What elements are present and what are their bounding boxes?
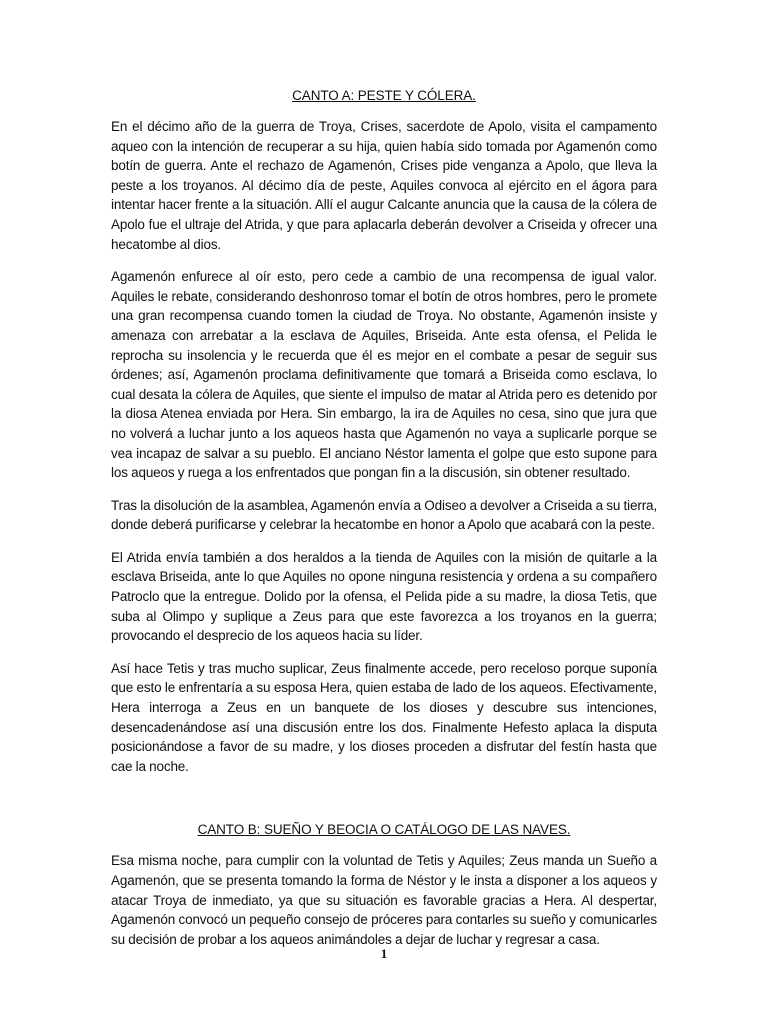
- canto-a-paragraph-2: Agamenón enfurece al oír esto, pero cede a cambio de una recompensa de igual valor. Aquiles le rebate, considerando deshonroso tomar el botín de otros hombres, pero le promete una gran recompensa cuando tomen la ciudad de Troya. No obstante, Agamenón insiste y amenaza con arrebatar a la esclava de Aquiles, Briseida. Ante esta ofensa, el Pelida le reprocha su insolencia y le recuerda que él es mejor en el combate a pesar de seguir sus órdenes; así, Agamenón proclama definitivamente que tomará a Briseida como esclava, lo cual desata la cólera de Aquiles, que siente el impulso de matar al Atrida pero es detenido por la diosa Atenea enviada por Hera. Sin embargo, la ira de Aquiles no cesa, sino que jura que no volverá a luchar junto a los aqueos hasta que Agamenón no vaya a suplicarle porque se vea incapaz de salvar a su pueblo. El anciano Néstor lamenta el golpe que esto supone para los aqueos y ruega a los enfrentados que pongan fin a la discusión, sin obtener resultado.: [111, 269, 657, 481]
- canto-b-paragraph-1: Esa misma noche, para cumplir con la voluntad de Tetis y Aquiles; Zeus manda un Sueño a Agamenón, que se presenta tomando la forma de Néstor y le insta a disponer a los aqueos y atacar Troya de inmediato, ya que su situación es favorable gracias a Hera. Al despertar, Agamenón convocó un pequeño consejo de próceres para contarles su sueño y comunicarles su decisión de probar a los aqueos animándoles a dejar de luchar y regresar a casa.: [111, 853, 657, 947]
- canto-a-paragraph-4: El Atrida envía también a dos heraldos a la tienda de Aquiles con la misión de quitarle a la esclava Briseida, ante lo que Aquiles no opone ninguna resistencia y ordena a su compañero Patroclo que la entregue. Dolido por la ofensa, el Pelida pide a su madre, la diosa Tetis, que suba al Olimpo y suplique a Zeus para que este favorezca a los troyanos en la guerra; provocando el desprecio de los aqueos hacia su líder.: [111, 549, 657, 644]
- canto-a-title: CANTO A: PESTE Y CÓLERA.: [292, 88, 476, 103]
- canto-a-paragraph-1: En el décimo año de la guerra de Troya, Crises, sacerdote de Apolo, visita el campamento aqueo con la intención de recuperar a su hija, quien había sido tomada por Agamenón como botín de guerra. Ante el rechazo de Agamenón, Crises pide venganza a Apolo, que lleva la peste a los troyanos. Al décimo día de peste, Aquiles convoca al ejército en el ágora para intentar hacer frente a la situación. Allí el augur Calcante anuncia que la causa de la cólera de Apolo fue el ultraje del Atrida, y que para aplacarla deberán devolver a Criseida y ofrecer una hecatombe al dios.: [111, 119, 657, 252]
- canto-a-paragraph-3: Tras la disolución de la asamblea, Agamenón envía a Odiseo a devolver a Criseida a su tierra, donde deberá purificarse y celebrar la hecatombe en honor a Apolo que acabará con la peste.: [111, 497, 657, 533]
- canto-a-paragraph-5: Así hace Tetis y tras mucho suplicar, Zeus finalmente accede, pero receloso porque suponía que esto le enfrentaría a su esposa Hera, quien estaba de lado de los aqueos. Efectivamente, Hera interroga a Zeus en un banquete de los dioses y descubre sus intenciones, desencadenándose así una discusión entre los dos. Finalmente Hefesto aplaca la disputa posicionándose a favor de su madre, y los dioses proceden a disfrutar del festín hasta que cae la noche.: [111, 660, 657, 774]
- canto-b-title: CANTO B: SUEÑO Y BEOCIA O CATÁLOGO DE LAS NAVES.: [197, 822, 571, 838]
- document-page: [111, 82, 657, 962]
- page-number: 1: [380, 946, 388, 961]
